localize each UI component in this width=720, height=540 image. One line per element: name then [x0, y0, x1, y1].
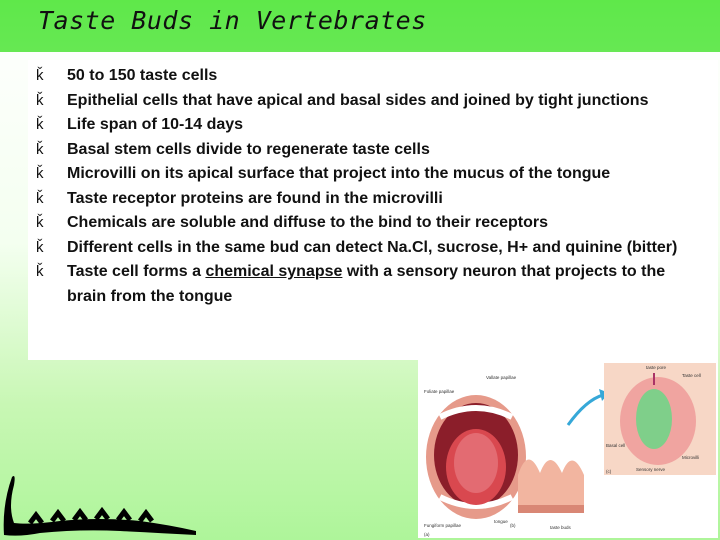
microvilli-label: Microvilli [682, 455, 700, 460]
bullet-icon: ǩ [36, 91, 44, 109]
bullet-text-before: Taste cell forms a [67, 263, 206, 280]
vallate-label: Vallate papillae [486, 375, 517, 380]
bullet-item [36, 211, 706, 236]
taste-buds-label: taste buds [550, 525, 571, 530]
papillae-tissue [518, 459, 584, 505]
bullet-text: Microvilli on its apical surface that project into the mucus of the tongue [67, 165, 611, 182]
alligator-silhouette [4, 476, 196, 536]
bullet-item [36, 113, 706, 138]
chemical-synapse-link[interactable]: chemical synapse [205, 263, 343, 280]
taste-pore-label: taste pore [646, 365, 667, 370]
bullet-text: Different cells in the same bud can detect Na.Cl, sucrose, H+ and quinine (bitter) [67, 238, 678, 256]
panel-b-label: (b) [510, 523, 516, 528]
bullet-text: Chemicals are soluble and diffuse to the bind to their receptors [67, 214, 548, 231]
bullet-icon: ǩ [36, 67, 44, 84]
bullet-item [36, 89, 706, 114]
panel-c-label: (c) [606, 469, 612, 474]
taste-cell-label: Taste cell [682, 373, 701, 378]
bullet-icon: ǩ [36, 165, 44, 182]
tissue-base [518, 505, 584, 513]
bullet-icon: ǩ [36, 214, 44, 231]
taste-bud-illustration [418, 355, 718, 538]
bullet-item [36, 187, 706, 212]
bullet-icon: ǩ [36, 238, 44, 256]
bullet-text: Basal stem cells divide to regenerate taste cells [67, 140, 430, 158]
bullet-icon: ǩ [36, 189, 44, 207]
bullet-item [36, 260, 706, 309]
alligator-logo [0, 465, 200, 540]
title-bar [0, 0, 720, 52]
bullet-text: Taste receptor proteins are found in the microvilli [67, 189, 443, 207]
bullet-icon: ǩ [36, 263, 44, 280]
bullet-icon: ǩ [36, 140, 44, 158]
bullet-item [36, 236, 706, 261]
bullet-text-after: with a sensory neuron that projects to the brain from the tongue [67, 263, 666, 305]
nerve-label: Sensory nerve [636, 467, 666, 472]
bullet-item [36, 64, 706, 89]
slide-title: Taste Buds in Vertebrates [38, 6, 427, 35]
bullet-list [36, 64, 706, 309]
basal-cell-label: Basal cell [606, 443, 626, 448]
tongue-label: tongue [494, 519, 508, 524]
bullet-item [36, 138, 706, 163]
fungiform-label: Fungiform papillae [424, 523, 462, 528]
foliate-label: Foliate papillae [424, 389, 455, 394]
bullet-text: Epithelial cells that have apical and basal sides and joined by tight junctions [67, 91, 649, 109]
panel-a-label: (a) [424, 532, 430, 537]
bullet-text: Life span of 10-14 days [67, 116, 244, 133]
bullet-text: 50 to 150 taste cells [67, 67, 218, 84]
taste-cell-cluster [636, 389, 672, 449]
bullet-item [36, 162, 706, 187]
tongue-surface [454, 433, 498, 493]
bullet-icon: ǩ [36, 116, 44, 133]
